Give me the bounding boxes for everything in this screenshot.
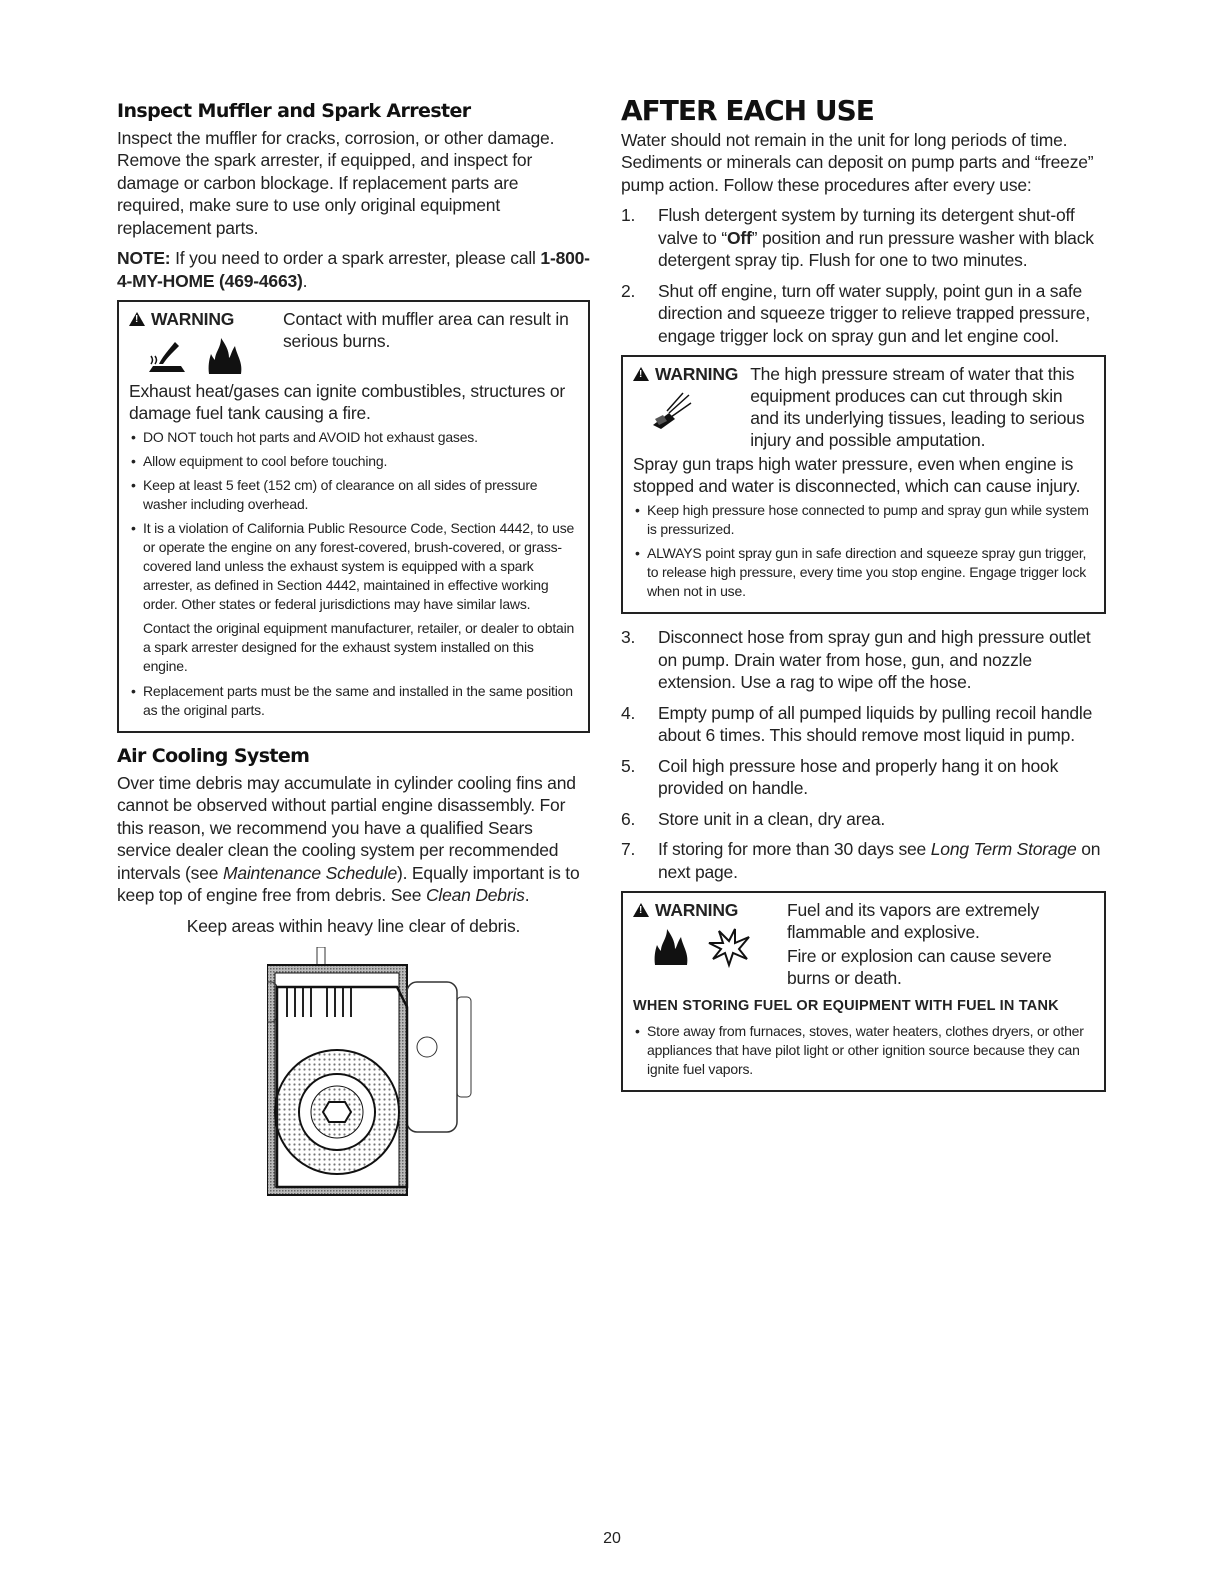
warning1-sub-paragraph: Contact the original equipment manufacturer, retailer, or dealer to obtain a spark arrester designed for the exhaust system installed on this engine. bbox=[143, 620, 575, 674]
clean-debris-ref: Clean Debris bbox=[425, 885, 525, 905]
list-item: • It is a violation of California Public Resource Code, Section 4442, to use or operate the engine on any forest-covered, brush-covered, or grass-covered land unless the exhaust system is equipped with a spark arrester, as defined in Section 4442, maintained in effective working order. Other states or federal jurisdictions may have similar laws. bbox=[129, 519, 578, 614]
phone-number: 1-800-4-MY-HOME (469-4663) bbox=[117, 248, 590, 291]
list-item bbox=[621, 808, 1106, 831]
step-number: 4. bbox=[621, 702, 636, 723]
long-term-storage-ref: Long Term Storage bbox=[930, 839, 1077, 859]
list-item bbox=[621, 204, 1106, 272]
list-item bbox=[621, 626, 1106, 694]
list-item: • Keep high pressure hose connected to pump and spray gun while system is pressurized. bbox=[633, 501, 1094, 539]
muffler-heading: Inspect Muffler and Spark Arrester bbox=[117, 100, 471, 122]
list-item: • ALWAYS point spray gun in safe direction and squeeze spray gun trigger, to release high pressure, every time you stop engine. Engage trigger lock when not in use. bbox=[633, 544, 1094, 601]
fire-icon bbox=[649, 925, 693, 969]
after-use-intro: Water should not remain in the unit for long periods of time. Sediments or minerals can deposit on pump parts and “freeze” pump action. Follow these procedures after every use: bbox=[621, 129, 1094, 195]
list-item bbox=[621, 702, 1106, 747]
right-column bbox=[621, 94, 1106, 1104]
step-text-end: ” position and run pressure washer with black detergent spray tip. Flush for one to two minutes. bbox=[658, 227, 1094, 270]
hot-surface-icon bbox=[145, 334, 189, 378]
warning-icons bbox=[633, 385, 717, 433]
warning3-line1: Fuel and its vapors are extremely flammable and explosive. bbox=[787, 900, 1040, 942]
after-each-use-heading: AFTER EACH USE bbox=[621, 94, 874, 127]
step-text: Flush detergent system by turning its detergent shut-off valve to “ bbox=[658, 205, 1075, 248]
warning2-line2: Spray gun traps high water pressure, even when engine is stopped and water is disconnected, which can cause injury. bbox=[633, 454, 1081, 496]
warning-icons bbox=[129, 330, 283, 378]
step-number: 2. bbox=[621, 280, 636, 301]
list-item bbox=[621, 838, 1106, 883]
muffler-text: Inspect the muffler for cracks, corrosion, or other damage. Remove the spark arrester, if equipped, and inspect for damage or carbon blockage. If replacement parts are required, make sure to use only original equipment replacement parts. bbox=[117, 127, 555, 238]
step-number: 5. bbox=[621, 755, 636, 776]
high-pressure-spray-icon bbox=[649, 389, 693, 433]
air-cooling-heading: Air Cooling System bbox=[117, 745, 310, 767]
step-text: Empty pump of all pumped liquids by pulling recoil handle about 6 times. This should remove most liquid in pump. bbox=[658, 702, 1093, 745]
warning3-bullets bbox=[633, 1022, 1094, 1079]
fuel-storage-subheading: WHEN STORING FUEL OR EQUIPMENT WITH FUEL IN TANK bbox=[633, 998, 1059, 1014]
air-text-a: Over time debris may accumulate in cylinder cooling fins and cannot be observed without partial engine disassembly. For this reason, we recommend you have a qualified Sears service dealer clean the cooling system per recommended intervals (see bbox=[117, 772, 576, 883]
step-number: 3. bbox=[621, 627, 636, 647]
left-column bbox=[117, 100, 590, 1197]
warning-label: WARNING bbox=[151, 309, 235, 329]
warning-icons bbox=[633, 921, 787, 969]
warning-title bbox=[633, 899, 738, 921]
list-item: • DO NOT touch hot parts and AVOID hot exhaust gases. bbox=[129, 428, 578, 447]
list-item: • Replacement parts must be the same and installed in the same position as the original parts. bbox=[129, 682, 578, 720]
step-text: Disconnect hose from spray gun and high pressure outlet on pump. Drain water from hose, gun, and nozzle extension. Use a rag to wipe off the hose. bbox=[658, 627, 1091, 692]
step-text: Shut off engine, turn off water supply, point gun in a safe direction and squeeze trigger to relieve trapped pressure, engage trigger lock on spray gun and let engine cool. bbox=[658, 280, 1090, 346]
fire-icon bbox=[203, 334, 247, 378]
warning-box-fuel bbox=[621, 891, 1106, 1092]
warning1-line1: Contact with muffler area can result in serious burns. bbox=[283, 309, 569, 351]
keep-areas-caption: Keep areas within heavy line clear of debris. bbox=[186, 915, 521, 936]
step-number: 6. bbox=[621, 808, 636, 829]
warning2-bullets bbox=[633, 501, 1094, 601]
explosion-icon bbox=[707, 925, 751, 969]
note-end: . bbox=[302, 270, 308, 291]
step-number: 1. bbox=[621, 205, 636, 225]
warning1-bullets bbox=[129, 428, 578, 614]
steps-list-b bbox=[621, 626, 1106, 883]
air-text-b: ). Equally important is to keep top of engine free from debris. See bbox=[117, 862, 580, 905]
note-text: If you need to order a spark arrester, please call bbox=[170, 248, 541, 268]
warning-label: WARNING bbox=[655, 364, 739, 384]
maintenance-schedule-ref: Maintenance Schedule bbox=[222, 862, 397, 883]
warning-triangle-icon bbox=[129, 312, 145, 326]
step-text: Coil high pressure hose and properly hang it on hook provided on handle. bbox=[658, 755, 1059, 798]
engine-illustration bbox=[267, 947, 517, 1197]
step-text: Store unit in a clean, dry area. bbox=[658, 808, 886, 829]
list-item: • Store away from furnaces, stoves, water heaters, clothes dryers, or other appliances that have pilot light or other ignition source because they can ignite fuel vapors. bbox=[633, 1022, 1094, 1079]
warning-label: WARNING bbox=[655, 900, 739, 920]
air-cooling-text bbox=[117, 772, 590, 907]
page-number: 20 bbox=[603, 1530, 621, 1547]
warning1-line2: Exhaust heat/gases can ignite combustibles, structures or damage fuel tank causing a fire. bbox=[129, 381, 566, 423]
list-item: • Keep at least 5 feet (152 cm) of clearance on all sides of pressure washer including overhead. bbox=[129, 476, 578, 514]
warning-title bbox=[633, 363, 738, 385]
warning2-line1: The high pressure stream of water that this equipment produces can cut through skin and its underlying tissues, leading to serious injury and possible amputation. bbox=[750, 364, 1085, 450]
warning-triangle-icon bbox=[633, 367, 649, 381]
list-item: • Allow equipment to cool before touching. bbox=[129, 452, 578, 471]
warning-title bbox=[129, 308, 234, 330]
warning1-last-bullet bbox=[129, 682, 578, 720]
step-text-end: on next page. bbox=[658, 839, 1101, 882]
step-bold: Off bbox=[727, 227, 752, 248]
warning-triangle-icon bbox=[633, 903, 649, 917]
warning-box-pressure bbox=[621, 355, 1106, 614]
warning3-line2: Fire or explosion can cause severe burns or death. bbox=[787, 946, 1052, 988]
note-label: NOTE: bbox=[117, 248, 171, 268]
note-paragraph bbox=[117, 247, 590, 292]
warning-box-muffler bbox=[117, 300, 590, 733]
step-text: If storing for more than 30 days see bbox=[658, 839, 931, 859]
list-item bbox=[621, 755, 1106, 800]
air-text-c: . bbox=[524, 885, 530, 905]
list-item bbox=[621, 280, 1106, 348]
steps-list-a bbox=[621, 204, 1106, 347]
step-number: 7. bbox=[621, 839, 636, 859]
